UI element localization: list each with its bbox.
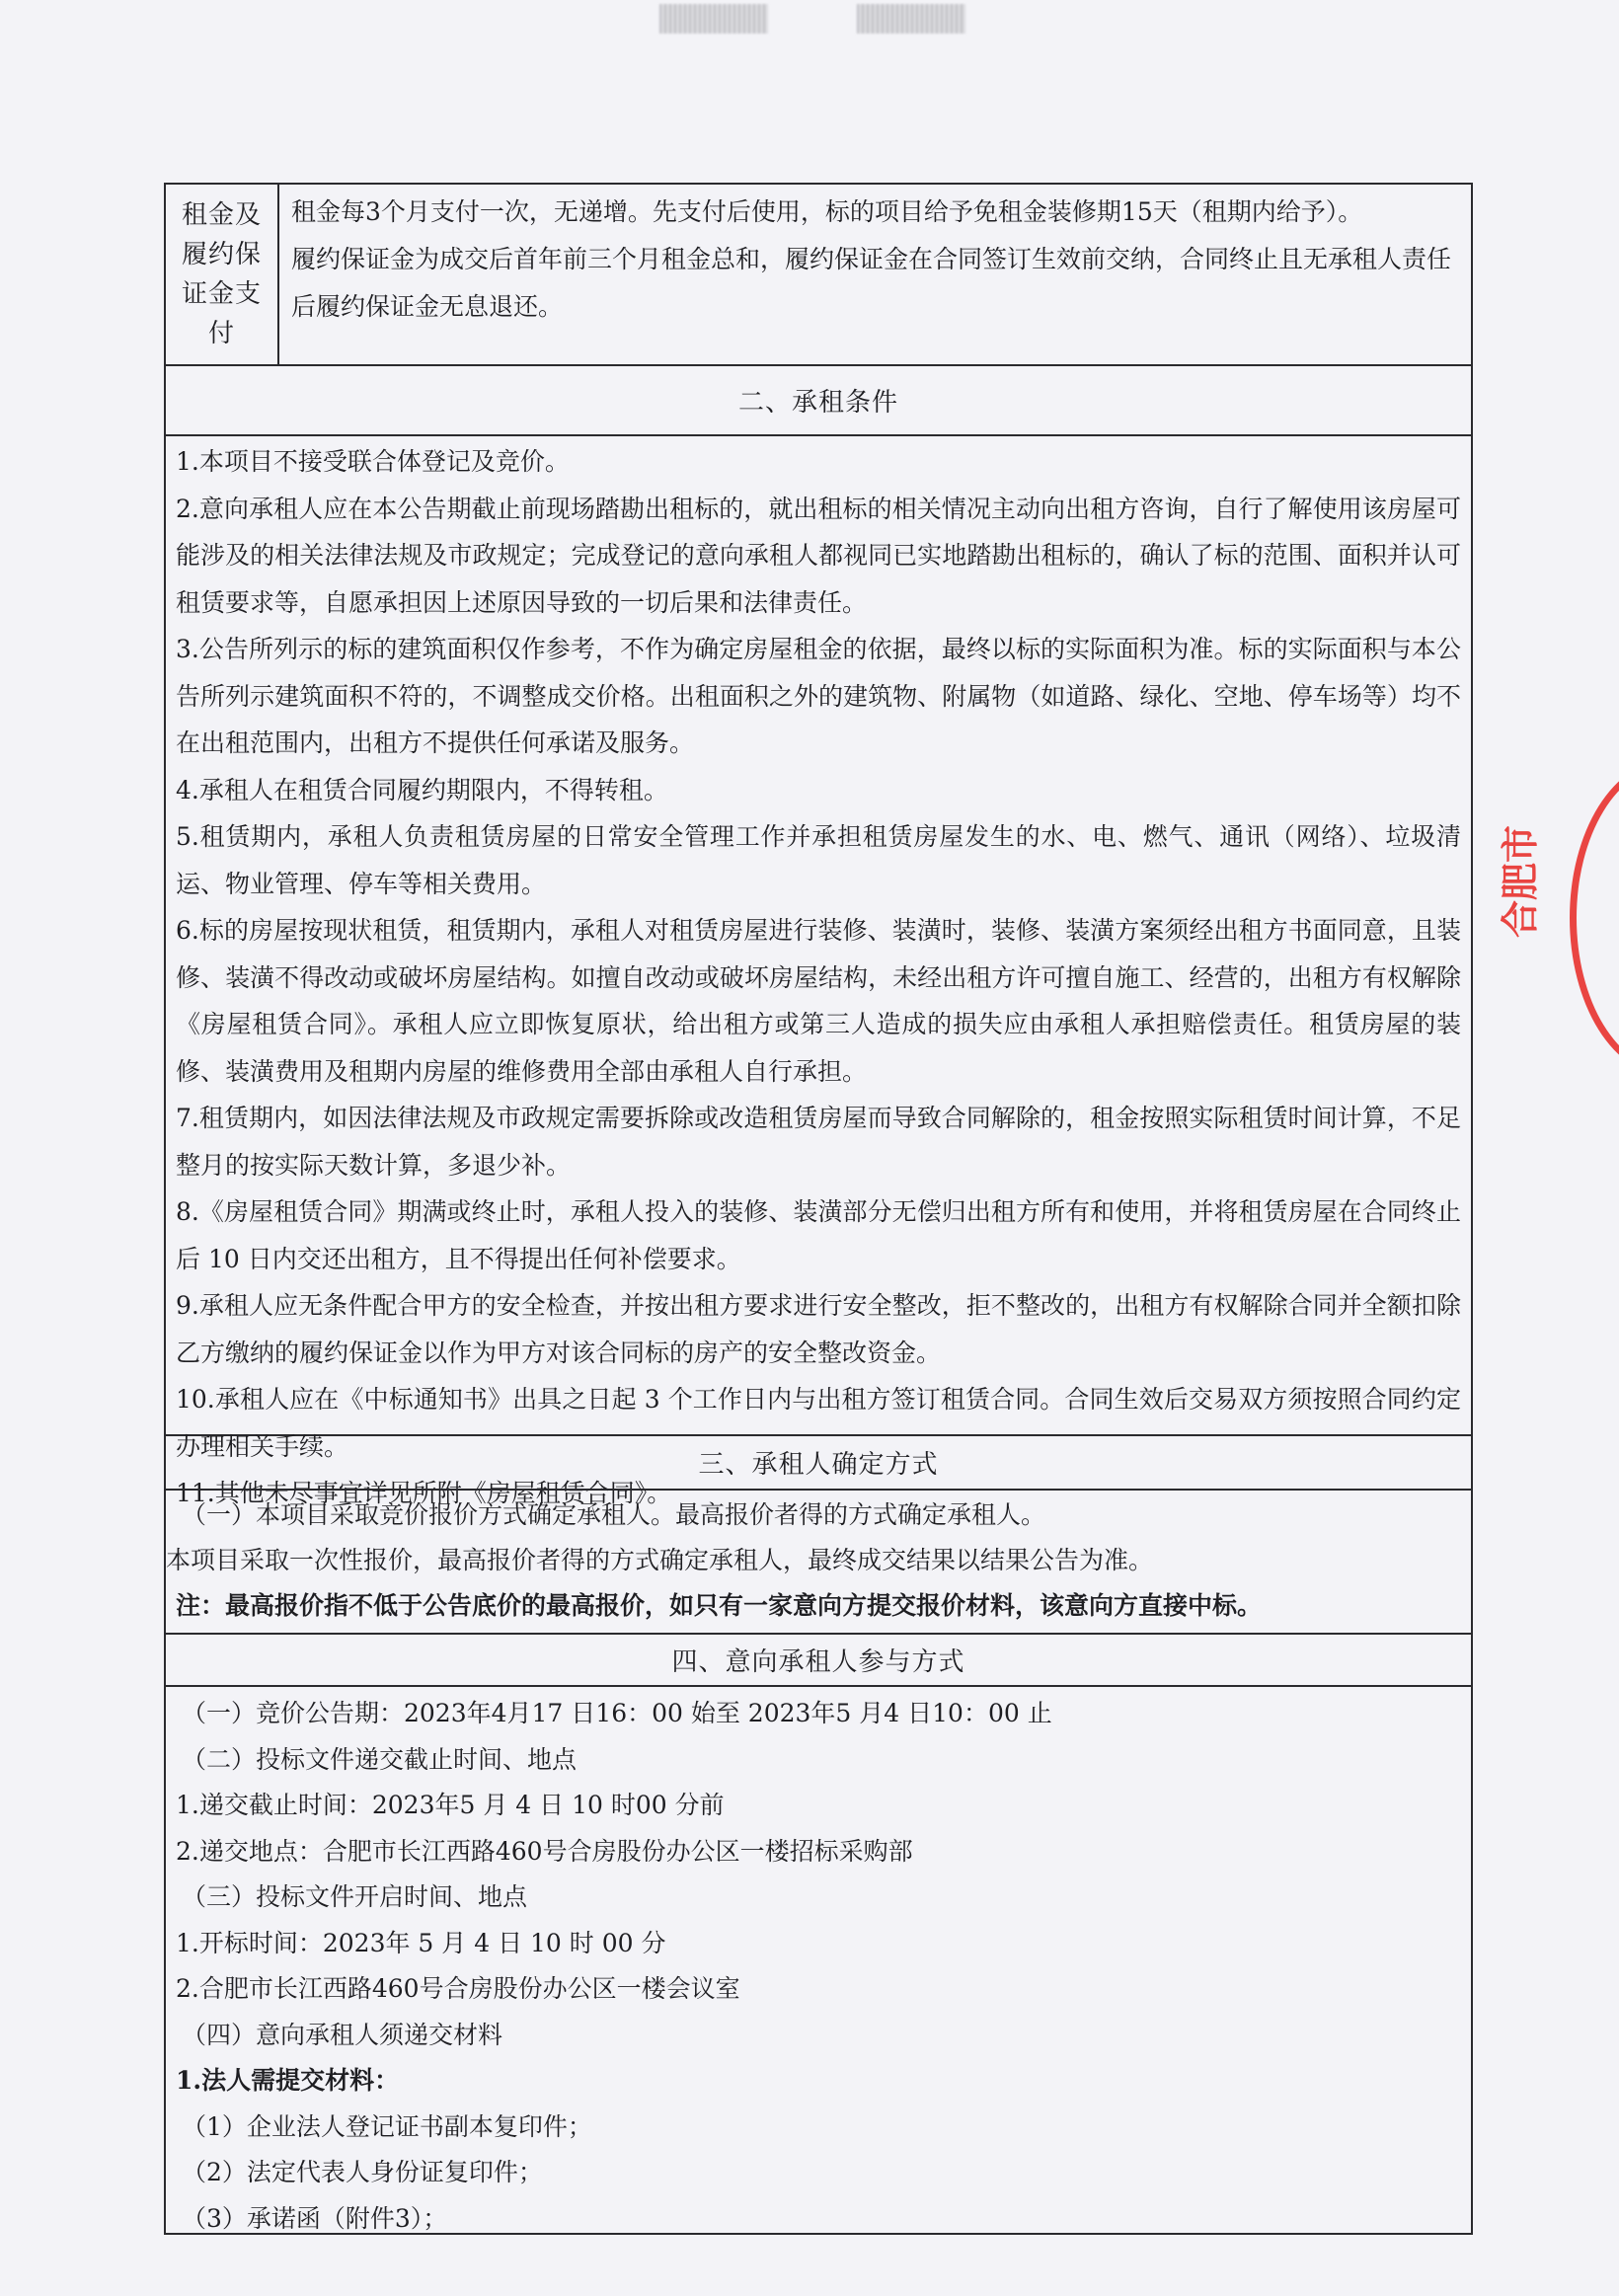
bidding-period: （一）竞价公告期：2023年4月17 日16：00 始至 2023年5 月4 日10：00 止 [182, 1699, 1052, 1727]
payment-label-line: 履约保 [181, 240, 262, 269]
section-3-header [166, 1436, 1471, 1491]
section-2-title: 二、承租条件 [737, 388, 898, 418]
payment-label-line: 付 [207, 319, 235, 348]
legal-entity-materials-heading: 1.法人需提交材料： [176, 2066, 400, 2095]
scan-artifact-left [659, 4, 768, 34]
payment-label-line: 租金及 [181, 200, 262, 230]
section-3-title: 三、承租人确定方式 [698, 1450, 939, 1480]
rent-payment-terms: 租金每3个月支付一次，无递增。先支付后使用，标的项目给予免租金装修期15天（租期内给予）。 [291, 197, 1363, 226]
section-3-body [166, 1491, 1471, 1635]
condition-item: 9.承租人应无条件配合甲方的安全检查，并按出租方要求进行安全整改，拒不整改的，出租方有权解除合同并全额扣除乙方缴纳的履约保证金以作为甲方对该合同标的房产的安全整改资金。 [176, 1291, 1461, 1367]
payment-label-line: 证金支 [181, 279, 262, 309]
section-4-body [166, 1687, 1471, 2235]
condition-item: 2.意向承租人应在本公告期截止前现场踏勘出租标的，就出租标的相关情况主动向出租方咨询，自行了解使用该房屋可能涉及的相关法律法规及市政规定；完成登记的意向承租人都视同已实地踏勘出租标的，确认了标的范围、面积并认可租赁要求等，自愿承担因上述原因导致的一切后果和法律责任。 [176, 494, 1461, 617]
submission-deadline: 1.递交截止时间：2023年5 月 4 日 10 时00 分前 [176, 1791, 725, 1819]
condition-item: 7.租赁期内，如因法律法规及市政规定需要拆除或改造租赁房屋而导致合同解除的，租金按照实际租赁时间计算，不足整月的按实际天数计算，多退少补。 [176, 1104, 1461, 1180]
material-item: （3）承诺函（附件3）； [182, 2203, 448, 2233]
scan-artifact-right [857, 4, 965, 34]
payment-row [166, 185, 1471, 366]
section-4-header [166, 1635, 1471, 1687]
submission-location: 2.递交地点：合肥市长江西路460号合房股份办公区一楼招标采购部 [176, 1836, 913, 1866]
opening-heading: （三）投标文件开启时间、地点 [182, 1882, 528, 1911]
material-item: （1）企业法人登记证书副本复印件； [182, 2111, 592, 2141]
condition-item: 4.承租人在租赁合同履约期限内，不得转租。 [176, 775, 668, 804]
leasing-conditions-list [176, 438, 1461, 1517]
condition-item: 10.承租人应在《中标通知书》出具之日起 3 个工作日内与出租方签订租赁合同。合同生效后交易双方须按照合同约定办理相关手续。 [176, 1385, 1461, 1461]
official-seal-text: 合肥市 [1498, 824, 1542, 938]
section-4-title: 四、意向承租人参与方式 [671, 1647, 965, 1677]
highest-bid-note: 注：最高报价指不低于公告底价的最高报价，如只有一家意向方提交报价材料，该意向方直接中标。 [176, 1591, 1263, 1620]
one-time-bid-rule: 本项目采取一次性报价，最高报价者得的方式确定承租人，最终成交结果以结果公告为准。 [166, 1546, 1154, 1574]
official-seal-ring [1570, 760, 1619, 1076]
material-item: （2）法定代表人身份证复印件； [182, 2158, 543, 2186]
payment-label [166, 185, 279, 364]
opening-location: 2.合肥市长江西路460号合房股份办公区一楼会议室 [176, 1974, 740, 2003]
condition-item: 3.公告所列示的标的建筑面积仅作参考，不作为确定房屋租金的依据，最终以标的实际面积为准。标的实际面积与本公告所列示建筑面积不符的，不调整成交价格。出租面积之外的建筑物、附属物（如道路、绿化、空地、停车场等）均不在出租范围内，出租方不提供任何承诺及服务。 [176, 635, 1461, 757]
condition-item: 5.租赁期内，承租人负责租赁房屋的日常安全管理工作并承担租赁房屋发生的水、电、燃气、通讯（网络）、垃圾清运、物业管理、停车等相关费用。 [176, 822, 1461, 898]
determination-method: （一）本项目采取竞价报价方式确定承租人。最高报价者得的方式确定承租人。 [182, 1500, 1046, 1529]
condition-item: 8.《房屋租赁合同》期满或终止时，承租人投入的装修、装潢部分无偿归出租方所有和使用，并将租赁房屋在合同终止后 10 日内交还出租方，且不得提出任何补偿要求。 [176, 1197, 1461, 1273]
participation-details [176, 1691, 1461, 2242]
condition-item: 1.本项目不接受联合体登记及竞价。 [176, 447, 570, 476]
opening-time: 1.开标时间：2023年 5 月 4 日 10 时 00 分 [176, 1928, 666, 1957]
payment-content [291, 189, 1463, 331]
submission-heading: （二）投标文件递交截止时间、地点 [182, 1744, 578, 1774]
section-2-header [166, 366, 1471, 436]
condition-item: 11.其他未尽事宜详见所附《房屋租赁合同》。 [176, 1479, 672, 1507]
materials-heading: （四）意向承租人须递交材料 [182, 2020, 503, 2049]
announcement-table [164, 183, 1473, 2235]
deposit-terms: 履约保证金为成交后首年前三个月租金总和，履约保证金在合同签订生效前交纳，合同终止且无承租人责任后履约保证金无息退还。 [291, 245, 1452, 321]
condition-item: 6.标的房屋按现状租赁，租赁期内，承租人对租赁房屋进行装修、装潢时，装修、装潢方案须经出租方书面同意，且装修、装潢不得改动或破坏房屋结构。如擅自改动或破坏房屋结构，未经出租方许可擅自施工、经营的，出租方有权解除《房屋租赁合同》。承租人应立即恢复原状，给出租方或第三人造成的损失应由承租人承担赔偿责任。租赁房屋的装修、装潢费用及租期内房屋的维修费用全部由承租人自行承担。 [176, 916, 1461, 1086]
lessee-determination [166, 1492, 1461, 1629]
